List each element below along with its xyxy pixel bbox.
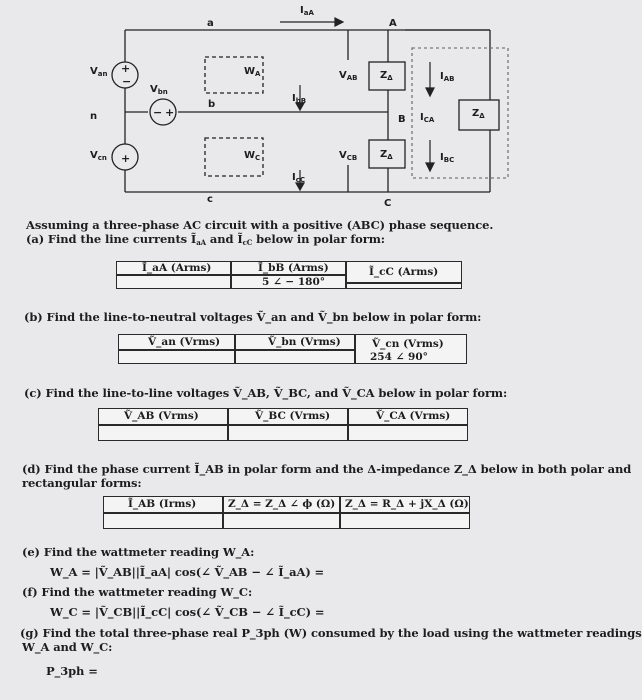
part-d-line-2: rectangular forms: bbox=[22, 476, 142, 490]
table-d-h1: Ĩ_AB (Irms) bbox=[128, 498, 197, 510]
label-i-aA: $I_{aA}$ bbox=[300, 5, 314, 17]
label-node-A: A bbox=[389, 18, 397, 29]
table-b-answer-2[interactable] bbox=[235, 350, 355, 364]
table-d-h2: Z_Δ = Z_Δ ∠ ϕ (Ω) bbox=[228, 498, 336, 510]
intro-line-2: (a) Find the line currents $Ĩ_{aA}$ and $Ĩ_{cC}$ below in polar form: bbox=[26, 232, 385, 247]
svg-text:−: − bbox=[153, 106, 163, 119]
label-i-bB: $I_{bB}$ bbox=[292, 93, 307, 105]
part-c-text: (c) Find the line-to-line voltages Ṽ_AB, Ṽ_BC, and Ṽ_CA below in polar form: bbox=[24, 386, 508, 400]
label-z-ca: $Z_\Delta$ bbox=[472, 108, 485, 120]
table-c-answer-3[interactable] bbox=[348, 425, 468, 441]
table-d-answer-2[interactable] bbox=[223, 513, 340, 529]
label-wattmeter-c: $W_C$ bbox=[244, 150, 261, 162]
label-node-n: n bbox=[90, 111, 98, 122]
label-node-b: b bbox=[208, 99, 216, 110]
label-v-AB: $V_{AB}$ bbox=[339, 70, 358, 82]
table-c-h1: Ṽ_AB (Vrms) bbox=[124, 410, 199, 422]
svg-text:+: + bbox=[165, 106, 175, 119]
table-b-h2: Ṽ_bn (Vrms) bbox=[268, 336, 341, 348]
table-a-answer-3[interactable] bbox=[346, 283, 462, 289]
label-v-CB: $V_{CB}$ bbox=[339, 150, 358, 162]
part-g-line-2: W_A and W_C: bbox=[22, 640, 113, 654]
table-b-answer-1[interactable] bbox=[118, 350, 235, 364]
part-b-text: (b) Find the line-to-neutral voltages Ṽ_an and Ṽ_bn below in polar form: bbox=[24, 310, 482, 324]
table-b-h1: Ṽ_an (Vrms) bbox=[148, 336, 221, 348]
part-f-equation: W_C = |Ṽ_CB||Ĩ_cC| cos(∠ Ṽ_CB − ∠ Ĩ_cC) = bbox=[50, 605, 325, 619]
part-g-line-1: (g) Find the total three-phase real P_3ph (W) consumed by the load using the wattmeter readings bbox=[20, 626, 642, 640]
table-c-answer-2[interactable] bbox=[228, 425, 348, 441]
label-v-cn: $V_{cn}$ bbox=[90, 150, 107, 162]
table-a-h1: Ĩ_aA (Arms) bbox=[142, 262, 212, 274]
svg-text:+: + bbox=[121, 62, 131, 75]
part-d-line-1: (d) Find the phase current Ĩ_AB in polar form and the Δ-impedance Z_Δ below in both polar and bbox=[22, 462, 632, 476]
table-b-h3: Ṽ_cn (Vrms) bbox=[372, 338, 444, 350]
label-i-AB: $I_{AB}$ bbox=[440, 71, 455, 83]
table-c-answer-1[interactable] bbox=[98, 425, 228, 441]
circuit-diagram bbox=[0, 0, 569, 205]
label-i-BC: $I_{BC}$ bbox=[440, 152, 455, 164]
label-node-B: B bbox=[398, 114, 406, 125]
label-node-a: a bbox=[207, 18, 214, 29]
intro-line-1: Assuming a three-phase AC circuit with a positive (ABC) phase sequence. bbox=[26, 218, 494, 232]
label-wattmeter-a: $W_A$ bbox=[244, 66, 261, 78]
svg-text:−: − bbox=[122, 75, 132, 88]
table-d-h3: Z_Δ = R_Δ + jX_Δ (Ω) bbox=[345, 498, 469, 510]
label-i-cC: $I_{cC}$ bbox=[292, 172, 306, 184]
label-v-bn: $V_{bn}$ bbox=[150, 84, 168, 96]
label-node-c: c bbox=[207, 194, 213, 205]
part-e-text: (e) Find the wattmeter reading W_A: bbox=[22, 545, 255, 559]
label-z-ab: $Z_\Delta$ bbox=[380, 70, 393, 82]
label-z-bc: $Z_\Delta$ bbox=[380, 149, 393, 161]
part-g-equation: P_3ph = bbox=[46, 664, 98, 678]
table-a-h2: Ĩ_bB (Arms) bbox=[258, 262, 329, 274]
table-c-h3: Ṽ_CA (Vrms) bbox=[376, 410, 451, 422]
table-d-answer-1[interactable] bbox=[103, 513, 223, 529]
table-d-answer-3[interactable] bbox=[340, 513, 470, 529]
table-a-answer-1[interactable] bbox=[116, 275, 231, 289]
svg-text:+: + bbox=[121, 152, 131, 165]
table-b-v3: 254 ∠ 90° bbox=[370, 351, 428, 363]
part-f-text: (f) Find the wattmeter reading W_C: bbox=[22, 585, 253, 599]
table-a-v2: 5 ∠ − 180° bbox=[262, 276, 326, 288]
table-a-h3: Ĩ_cC (Arms) bbox=[369, 266, 439, 278]
part-e-equation: W_A = |Ṽ_AB||Ĩ_aA| cos(∠ Ṽ_AB − ∠ Ĩ_aA) = bbox=[50, 565, 325, 579]
label-node-C: C bbox=[384, 198, 392, 209]
table-c-h2: Ṽ_BC (Vrms) bbox=[255, 410, 331, 422]
label-i-CA: $I_{CA}$ bbox=[420, 112, 435, 124]
label-v-an: $V_{an}$ bbox=[90, 66, 108, 78]
